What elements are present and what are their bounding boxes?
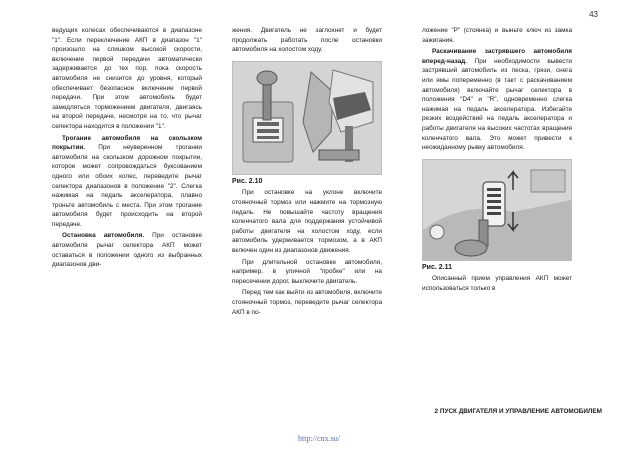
paragraph: жения. Двигатель не заглохнет и будет продолжать работать после остановки автомобиля на холостом ходу. xyxy=(232,27,382,54)
paragraph: Описанный прием управления АКП может использоваться только в xyxy=(422,275,572,292)
section-heading: Раскачивание застрявшего автомобиля вперед-назад. xyxy=(422,48,572,65)
source-url[interactable]: http://cnx.su/ xyxy=(298,434,340,443)
text-column-2 xyxy=(232,26,382,317)
text-column-3 xyxy=(422,26,572,294)
running-footer: 2 ПУСК ДВИГАТЕЛЯ И УПРАВЛЕНИЕ АВТОМОБИЛЕМ xyxy=(434,408,602,415)
figure-caption: Рис. 2.10 xyxy=(232,177,263,185)
paragraph: Трогание автомобиля на скользком покрытии. При неуверенном трогании автомобиля на скользком дорожном покрытии, которое может сопровождаться буксованием одного или обоих колес, переведите рычаг селектора диапазонов в положение "2". Слегка нажимая на педаль акселератора, плавно троньте автомобиль с места. При этом трогание автомобиля будет происходить на второй передаче. xyxy=(52,134,202,228)
section-heading: Трогание автомобиля на скользком покрытии. xyxy=(52,134,202,152)
page-number: 43 xyxy=(589,10,598,19)
figure-2-11-illustration xyxy=(422,159,572,261)
paragraph: При остановке на уклоне включите стояночный тормоз или нажмите на тормозную педаль. Не повышайте частоту вращения коленчатого вала для поддержания устойчивой работы двигателя на холостом ходу, если автомобиль удерживается тормозом, а в АКП включен один из диапазонов движения. xyxy=(232,189,382,254)
text-column-1 xyxy=(52,26,202,270)
figure-2-10-illustration xyxy=(232,61,382,175)
selector-lever-drawing xyxy=(423,160,571,260)
section-heading: Остановка автомобиля. xyxy=(62,232,145,240)
paragraph: Остановка автомобиля. При остановке автомобиля рычаг селектора АКП может оставаться в положении одного из выбранных диапазонов дви- xyxy=(52,232,202,269)
paragraph: Перед тем как выйти из автомобиля, включите стояночный тормоз, переведите рычаг селектора АКП в по- xyxy=(232,289,382,316)
paragraph: При длительной остановке автомобиля, например, в уличной "пробке" или на пересечении дорог, выключите двигатель. xyxy=(232,258,382,285)
paragraph: ложение "P" (стоянка) и выньте ключ из замка зажигания. xyxy=(422,27,572,44)
gear-selector-pedals-drawing xyxy=(233,62,381,174)
paragraph: Раскачивание застрявшего автомобиля вперед-назад. При необходимости вывести застрявший автомобиль из песка, грязи, снега или ямы попеременно (в такт с раскачиванием автомобиля) включайте рычаг селектора в положения "D4" и "R", одновременно слегка нажимая на педаль акселератора. Избегайте резких воздействий на педаль акселератора и работы двигателя на высоких частотах вращения коленчатого вала. Это может привести к неожиданному рывку автомобиля. xyxy=(422,48,572,152)
paragraph: ведущих колесах обеспечиваются в диапазоне "1". Если переключение АКП в диапазон "1" произошло на слишком высокой скорости, включение первой передачи автоматически задерживается до тех пор, пока скорость автомобиля не снизится до уровня, который обеспечивает безопасное включение первой передачи. При этом автомобиль будет замедляться торможением двигателя, двигаясь на второй передаче, несмотря на то, что рычаг селектора находится в положении "1". xyxy=(52,27,202,130)
figure-caption: Рис. 2.11 xyxy=(422,263,452,271)
